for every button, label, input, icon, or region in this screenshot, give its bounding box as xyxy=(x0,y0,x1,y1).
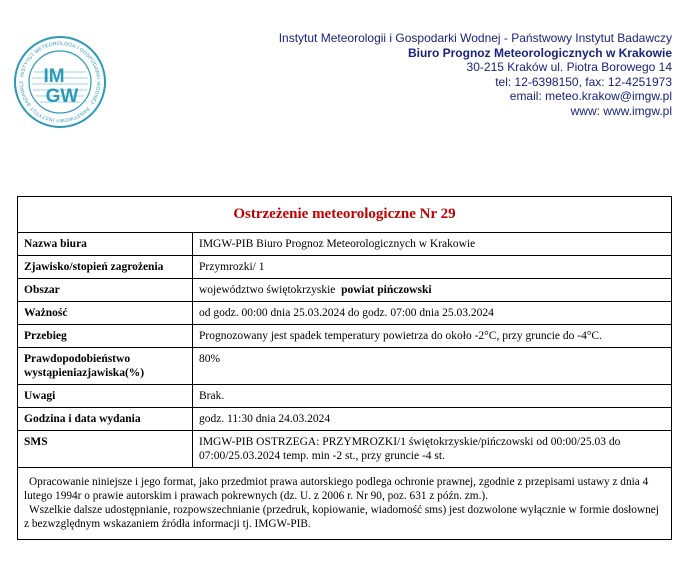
office-name: Biuro Prognoz Meteorologicznych w Krakowie xyxy=(407,45,672,60)
title-row xyxy=(18,197,672,233)
table-row-office xyxy=(18,233,672,256)
remarks-value: Brak. xyxy=(193,385,672,408)
office-label: Nazwa biura xyxy=(18,233,193,256)
remarks-label: Uwagi xyxy=(18,385,193,408)
logo-ring-text: INSTYTUT METEOROLOGII I GOSPODARKI WODNEJ · PAŃSTWOWY INSTYTUT BADAWCZ xyxy=(18,40,102,124)
table-row-sms xyxy=(18,431,672,468)
logo-text-bottom: GW xyxy=(45,86,79,107)
area-label: Obszar xyxy=(18,279,193,302)
validity-label: Ważność xyxy=(18,302,193,325)
phenomenon-value: Przymrozki/ 1 xyxy=(193,256,672,279)
office-value: IMGW-PIB Biuro Prognoz Meteorologicznych w Krakowie xyxy=(193,233,672,256)
issued-value: godz. 11:30 dnia 24.03.2024 xyxy=(193,408,672,431)
institute-name: Instytut Meteorologii i Gospodarki Wodnej - Państwowy Instytut Badawczy xyxy=(278,31,672,45)
table-row-validity xyxy=(18,302,672,325)
table-row-remarks xyxy=(18,385,672,408)
logo-text-top: IM xyxy=(43,66,65,87)
probability-label: Prawdopodobieństwo wystąpieniazjawiska(%) xyxy=(18,348,193,385)
validity-value: od godz. 00:00 dnia 25.03.2024 do godz. 07:00 dnia 25.03.2024 xyxy=(193,302,672,325)
table-row-issued xyxy=(18,408,672,431)
area-voivodeship: województwo świętokrzyskie xyxy=(199,284,336,296)
office-email: email: meteo.krakow@imgw.pl xyxy=(509,89,672,104)
area-value-cell xyxy=(193,279,672,302)
table-row-course xyxy=(18,325,672,348)
office-www: www: www.imgw.pl xyxy=(570,103,672,118)
sms-value: IMGW-PIB OSTRZEGA: PRZYMROZKI/1 świętokrzyskie/pińczowski od 00:00/25.03 do 07:00/25.03.2024 temp. min -2 st., przy gruncie -4 st. xyxy=(193,431,672,468)
notice-row xyxy=(18,468,672,540)
phenomenon-label: Zjawisko/stopień zagrożenia xyxy=(18,256,193,279)
imgw-logo xyxy=(12,34,108,130)
office-address: 30-215 Kraków ul. Piotra Borowego 14 xyxy=(466,60,672,75)
sms-label: SMS xyxy=(18,431,193,468)
office-header xyxy=(279,31,672,119)
distribution-paragraph: Wszelkie dalsze udostępnianie, rozpowszechnianie (przedruk, kopiowanie, wiadomość sms) jest dozwolone wyłącznie w formie dosłownej z bezwzględnym wskazaniem źródła informacji tj. IMGW-PIB. xyxy=(24,504,659,530)
warning-title: Ostrzeżenie meteorologiczne Nr 29 xyxy=(18,197,672,233)
course-label: Przebieg xyxy=(18,325,193,348)
area-county: powiat pińczowski xyxy=(341,284,432,296)
table-row-probability xyxy=(18,348,672,385)
copyright-notice xyxy=(18,468,672,540)
table-row-phenomenon xyxy=(18,256,672,279)
course-value: Prognozowany jest spadek temperatury powietrza do około -2°C, przy gruncie do -4°C. xyxy=(193,325,672,348)
table-row-area xyxy=(18,279,672,302)
office-phone: tel: 12-6398150, fax: 12-4251973 xyxy=(495,74,672,89)
probability-value: 80% xyxy=(193,348,672,385)
issued-label: Godzina i data wydania xyxy=(18,408,193,431)
copyright-paragraph: Opracowanie niniejsze i jego format, jako przedmiot prawa autorskiego podlega ochronie prawnej, zgodnie z przepisami ustawy z dnia 4 lutego 1994r o prawie autorskim i prawach pokrewnych (dz. U. z 2006 r. Nr 90, poz. 631 z późn. zm.). xyxy=(24,476,649,502)
warning-table xyxy=(17,196,672,540)
